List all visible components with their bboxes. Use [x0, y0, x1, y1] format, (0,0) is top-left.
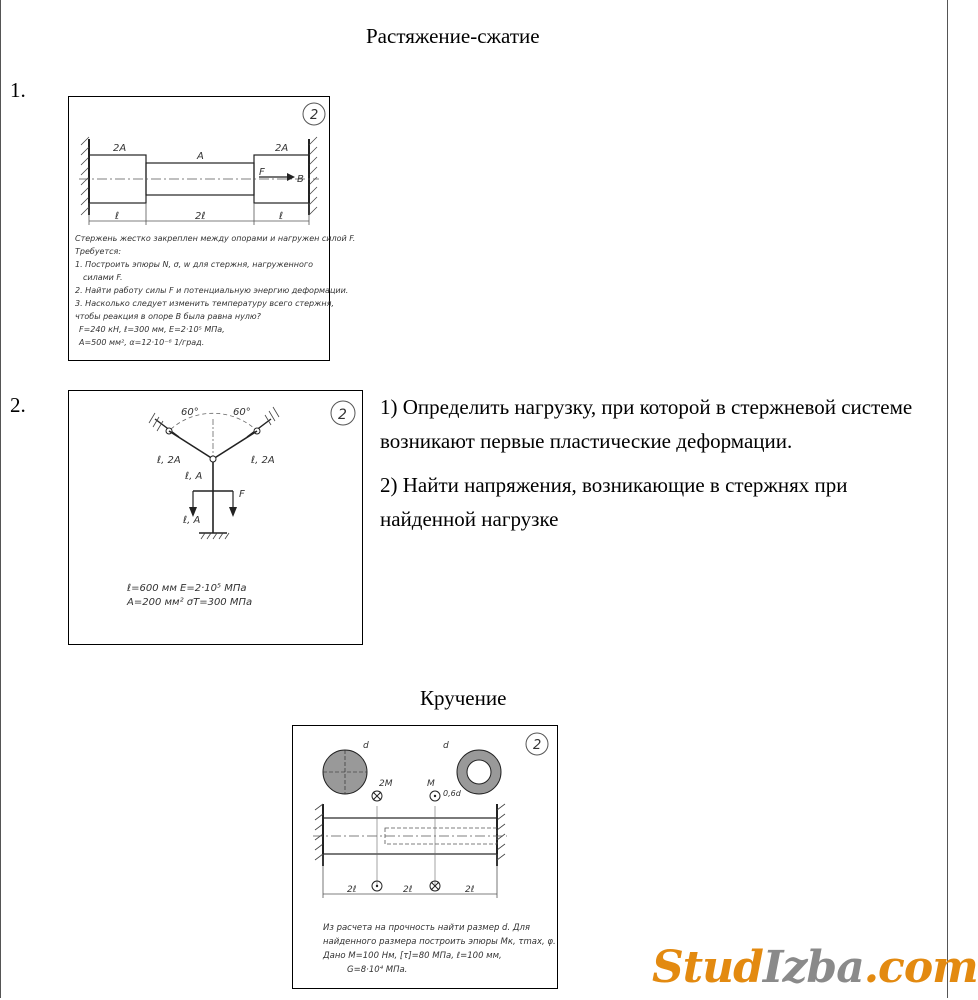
problem-2-rod-right: ℓ, 2A [251, 455, 275, 466]
problem-2-data-line: A=200 мм² σT=300 МПа [127, 597, 253, 608]
problem-3-diam-left: d [363, 741, 369, 751]
problem-1-text-line: F=240 кН, ℓ=300 мм, E=2·10⁵ МПа, [79, 325, 225, 334]
problem-3-text-line: найденного размера построить эпюры Mк, τmax, φ. [323, 937, 556, 947]
problem-2-angle-right: 60° [233, 407, 251, 418]
problem-1-force-label: F [259, 167, 265, 178]
problem-1-number: 1. [10, 78, 26, 102]
problem-2-figure [68, 390, 363, 645]
problem-2-force-label: F [239, 489, 245, 500]
problem-3-len-3: 2ℓ [465, 885, 475, 895]
problem-1-text-line: силами F. [83, 273, 123, 282]
problem-1-len-right: ℓ [279, 211, 284, 222]
problem-2-task-1: 1) Определить нагрузку, при которой в стержневой системе возникают первые пластические деформации. [380, 395, 913, 453]
problem-1-text-line: Требуется: [75, 247, 122, 256]
problem-1-badge: 2 [310, 108, 319, 123]
problem-1-area-left: 2A [113, 143, 127, 154]
problem-2-drawing [69, 391, 362, 644]
problem-2-badge: 2 [338, 407, 347, 423]
problem-1-text-line: Стержень жестко закреплен между опорами и нагружен силой F. [75, 234, 356, 243]
problem-3-figure [292, 725, 558, 989]
problem-1-text-line: A=500 мм², α=12·10⁻⁶ 1/град. [79, 338, 205, 347]
problem-1-drawing [69, 97, 356, 360]
section-title-tension: Растяжение-сжатие [366, 24, 540, 48]
problem-2-task-2: 2) Найти напряжения, возникающие в стержнях при найденной нагрузке [380, 473, 848, 531]
watermark-part-2: Izba [762, 942, 864, 993]
problem-1-text-line: 1. Построить эпюры N, σ, w для стержня, нагруженного [75, 260, 313, 269]
problem-3-text-line: G=8·10⁴ МПа. [347, 965, 408, 975]
problem-1-len-left: ℓ [115, 211, 120, 222]
problem-3-len-2: 2ℓ [403, 885, 413, 895]
problem-2-angle-left: 60° [181, 407, 199, 418]
section-title-torsion: Кручение [420, 686, 507, 710]
problem-2-rod-mid: ℓ, A [185, 471, 203, 482]
problem-3-badge: 2 [533, 738, 542, 753]
problem-1-text-line: 3. Насколько следует изменить температуру всего стержня, [75, 299, 334, 308]
problem-1-area-mid: A [197, 151, 204, 162]
problem-2-number: 2. [10, 393, 26, 417]
problem-1-len-mid: 2ℓ [195, 211, 206, 222]
studizba-watermark [652, 942, 978, 993]
problem-1-text-line: 2. Найти работу силы F и потенциальную энергию деформации. [75, 286, 349, 295]
problem-3-text-line: Дано M=100 Нм, [τ]=80 МПа, ℓ=100 мм, [323, 951, 502, 961]
problem-2-rod-low: ℓ, A [183, 515, 201, 526]
problem-3-ratio: 0,6d [443, 789, 461, 798]
watermark-part-1: Stud [652, 942, 763, 993]
problem-3-drawing [293, 726, 557, 988]
problem-3-len-1: 2ℓ [347, 885, 357, 895]
problem-1-point-label: B [297, 174, 304, 185]
problem-2-data-line: ℓ=600 мм E=2·10⁵ МПа [127, 583, 247, 594]
problem-2-tasks [380, 390, 930, 546]
problem-3-moment-1: 2M [379, 779, 393, 789]
problem-2-rod-left: ℓ, 2A [157, 455, 181, 466]
problem-1-area-right: 2A [275, 143, 289, 154]
watermark-part-3: .com [863, 942, 978, 993]
problem-3-moment-2: M [427, 779, 435, 789]
problem-3-diam-right: d [443, 741, 449, 751]
problem-3-text-line: Из расчета на прочность найти размер d. Для [323, 923, 531, 933]
problem-1-text-line: чтобы реакция в опоре B была равна нулю? [75, 312, 261, 321]
problem-1-figure [68, 96, 356, 361]
